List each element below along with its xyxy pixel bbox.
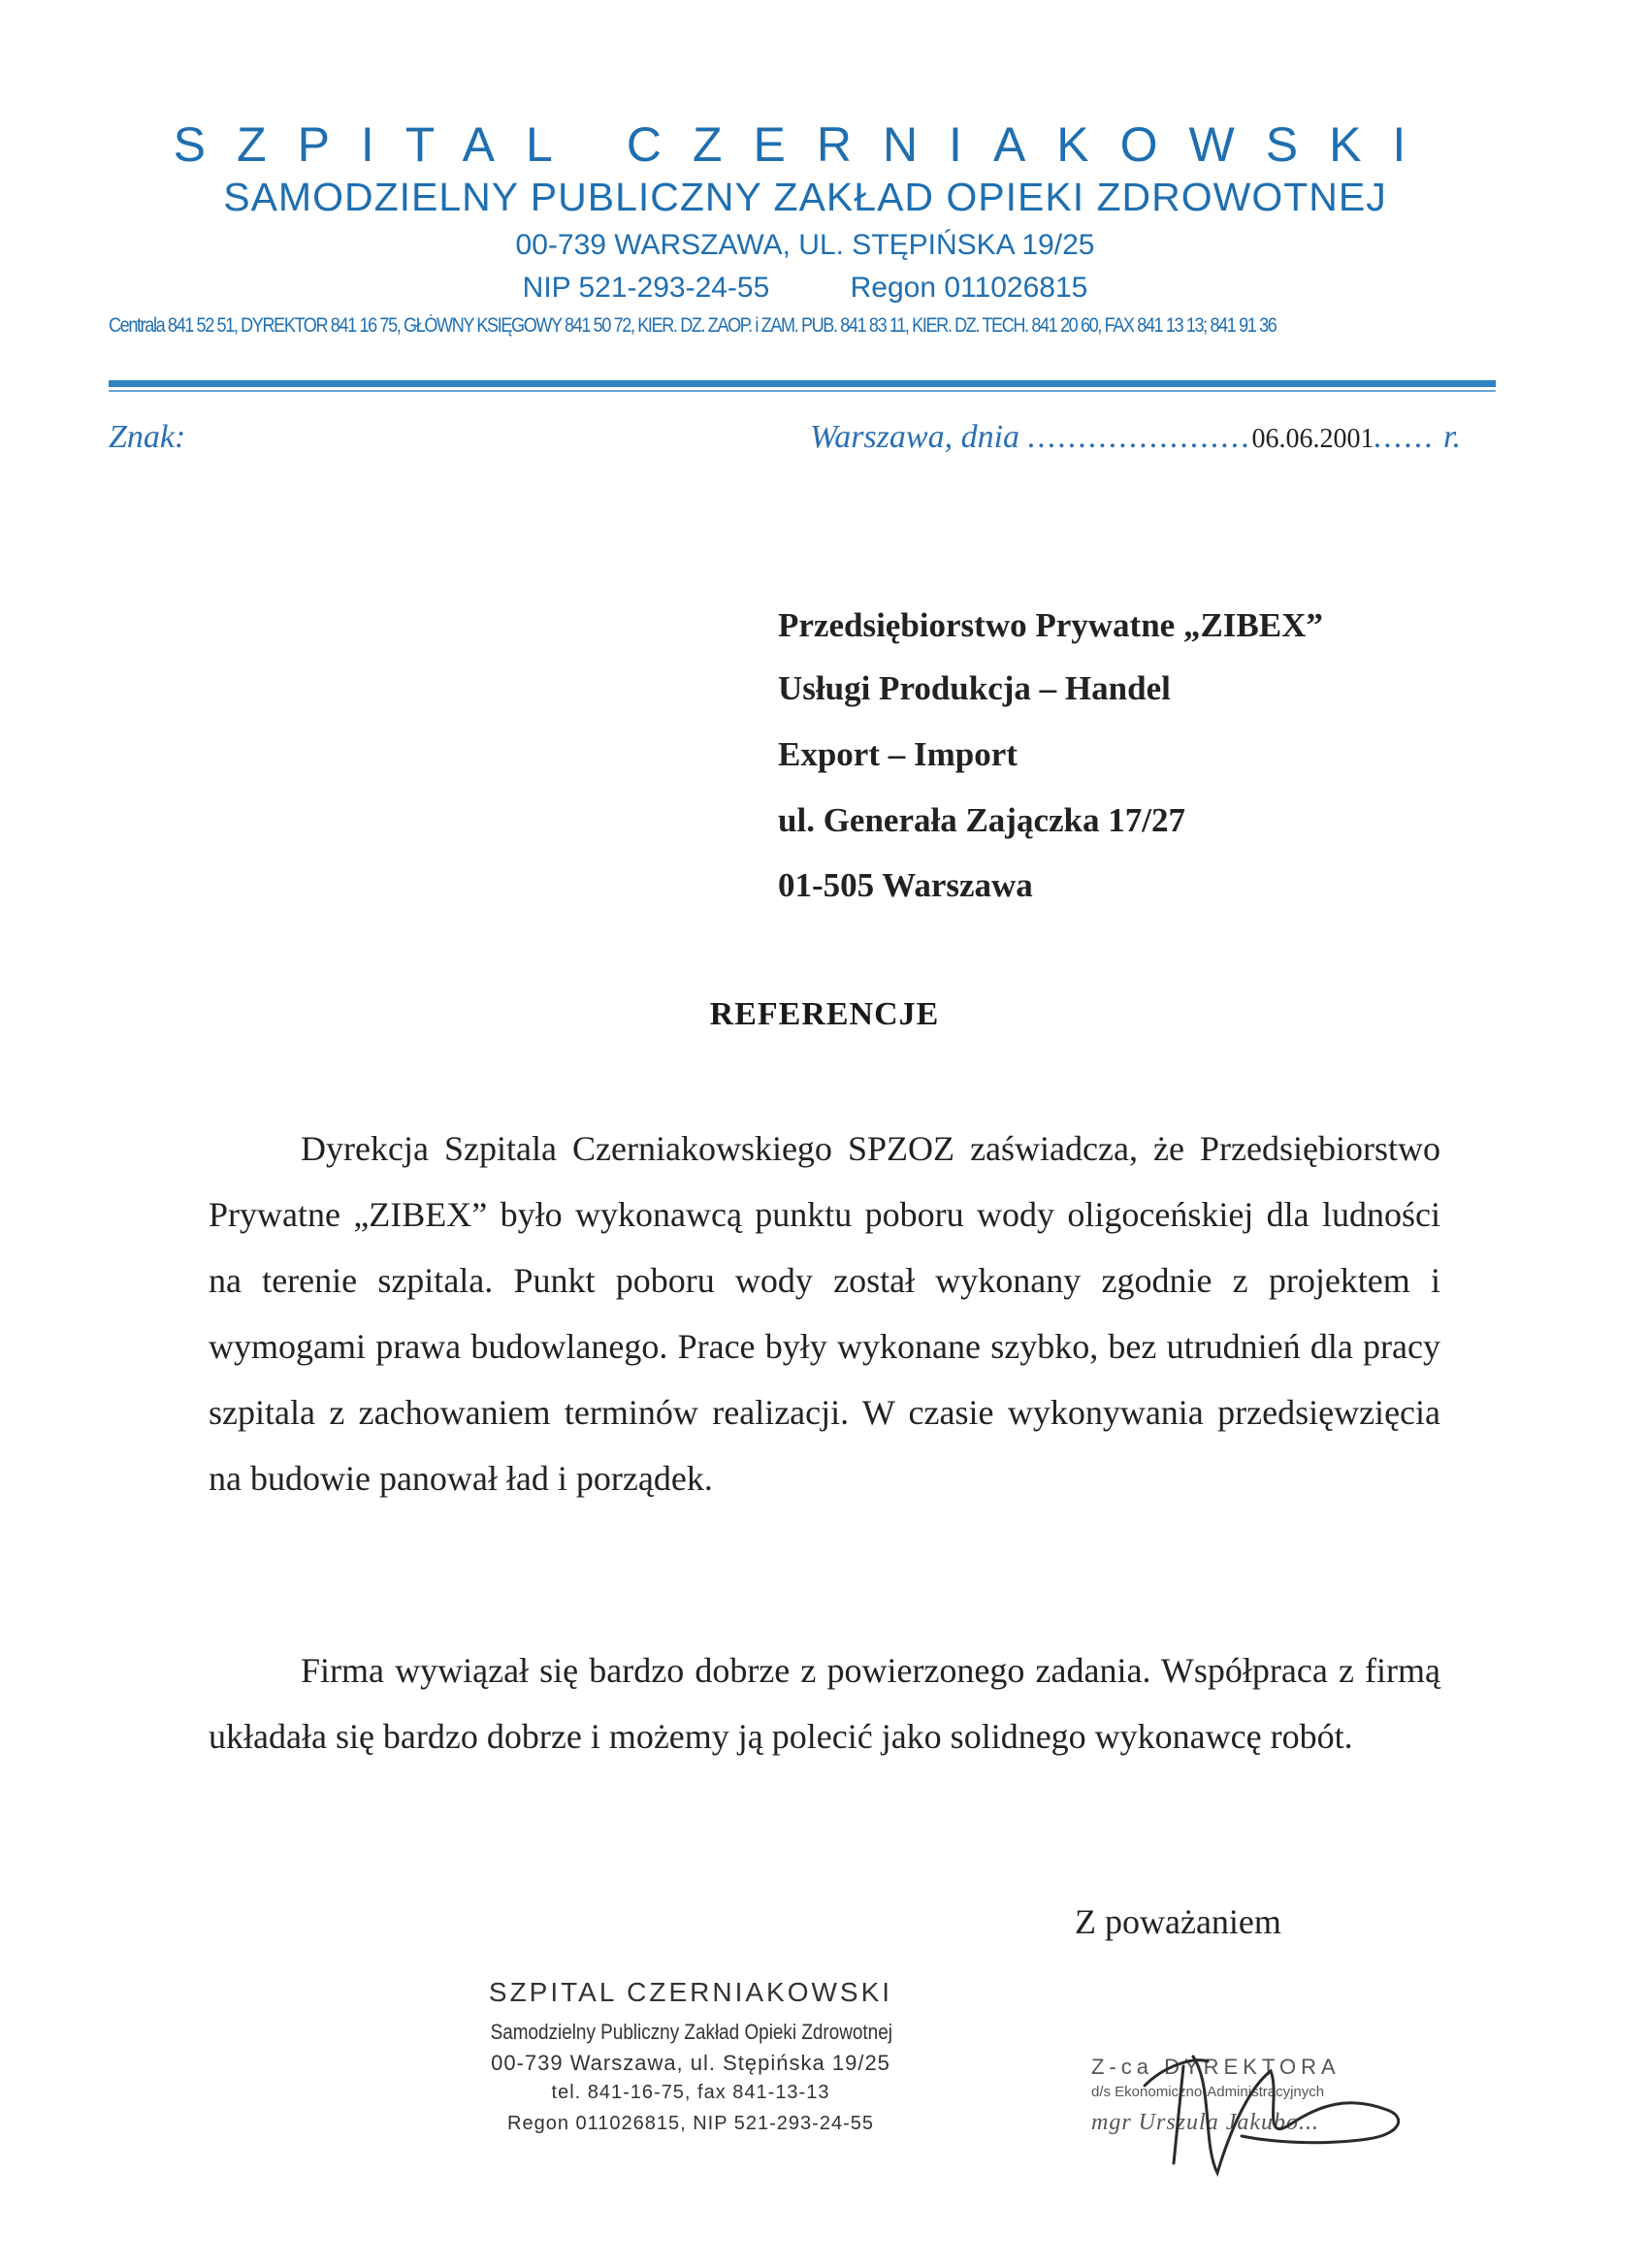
body-paragraph-2: Firma wywiązał się bardzo dobrze z powierzonego zadania. Współpraca z firmą układała się bardzo dobrze i możemy ją polecić jako solidnego wykonawcę robót. — [209, 1651, 1440, 1756]
hospital-nip-regon: NIP 521-293-24-55 Regon 011026815 — [522, 272, 1088, 304]
handwritten-signature — [1125, 2027, 1416, 2192]
recipient-line-3: Export – Import — [778, 735, 1018, 773]
signature-stamp-title: Z-ca DYREKTORA — [1091, 2055, 1341, 2079]
recipient-line-5: 01-505 Warszawa — [778, 866, 1033, 904]
recipient-line-4: ul. Generała Zajączka 17/27 — [778, 801, 1185, 839]
stamp-line-4: tel. 841-16-75, fax 841-13-13 — [551, 2082, 830, 2103]
stamp-line-3: 00-739 Warszawa, ul. Stępińska 19/25 — [491, 2051, 890, 2075]
stamp-line-5: Regon 011026815, NIP 521-293-24-55 — [507, 2113, 874, 2134]
year-suffix: r. — [1443, 419, 1461, 455]
document-title: REFERENCJE — [709, 996, 940, 1032]
recipient-line-1: Przedsiębiorstwo Prywatne „ZIBEX” — [778, 606, 1323, 644]
stamp-line-1: SZPITAL CZERNIAKOWSKI — [488, 1977, 893, 2007]
dots-after-date: ...... — [1374, 419, 1436, 455]
recipient-line-2: Usługi Produkcja – Handel — [778, 669, 1171, 707]
reference-label: Znak: — [109, 419, 186, 455]
hospital-subtitle: SAMODZIELNY PUBLICZNY ZAKŁAD OPIEKI ZDROWOTNEJ — [223, 175, 1387, 219]
closing-salutation: Z poważaniem — [1075, 1902, 1281, 1941]
hospital-phone-numbers: Centrala 841 52 51, DYREKTOR 841 16 75, GŁÓWNY KSIĘGOWY 841 50 72, KIER. DZ. ZAOP. i ZAM. PUB. 841 83 11, KIER. DZ. TECH. 841 20 60, FAX 841 13 13; 841 91 36 — [109, 314, 1277, 337]
letterhead-divider-thin — [109, 390, 1496, 392]
letter-date: 06.06.2001 — [1251, 424, 1374, 454]
place-label: Warszawa, dnia — [810, 419, 1020, 455]
stamp-line-2: Samodzielny Publiczny Zakład Opieki Zdrowotnej — [490, 2020, 892, 2044]
hospital-address: 00-739 WARSZAWA, UL. STĘPIŃSKA 19/25 — [515, 229, 1095, 261]
hospital-name: SZPITAL CZERNIAKOWSKI — [173, 117, 1438, 172]
dots-before-date: ...................... — [1027, 419, 1252, 455]
letterhead-divider — [109, 380, 1496, 387]
body-paragraph-1: Dyrekcja Szpitala Czerniakowskiego SPZOZ zaświadcza, że Przedsiębiorstwo Prywatne „ZIBEX” było wykonawcą punktu poboru wody oligoceńskiej dla ludności na terenie szpitala. Punkt poboru wody został wykonany zgodnie z projektem i wymogami prawa budowlanego. Prace były wykonane szybko, bez utrudnień dla pracy szpitala z zachowaniem terminów realizacji. W czasie wykonywania przedsięwzięcia na budowie panował ład i porządek. — [209, 1129, 1440, 1498]
signature-stamp-name: mgr Urszula Jakubo... — [1091, 2110, 1319, 2135]
signature-stamp-department: d/s Ekonomiczno-Administracyjnych — [1091, 2084, 1325, 2100]
place-date-line — [810, 419, 1461, 456]
